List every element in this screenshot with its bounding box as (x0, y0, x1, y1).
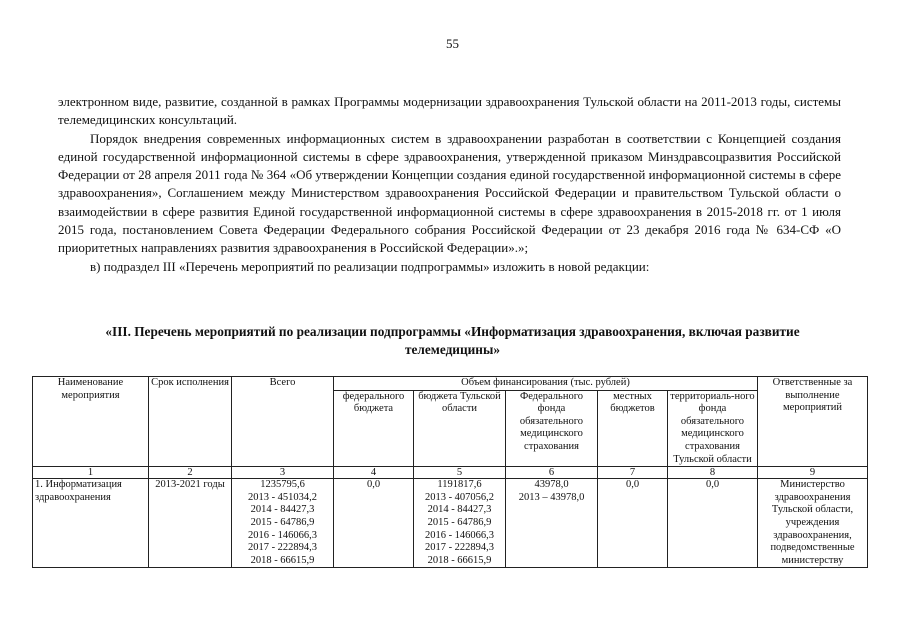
cell-fund (506, 479, 598, 568)
total-line: 1235795,6 (260, 479, 305, 491)
cell-local: 0,0 (598, 479, 668, 568)
regional-line: 2018 - 66615,9 (427, 554, 492, 566)
cell-federal: 0,0 (334, 479, 414, 568)
header-responsible: Ответственные за выполнение мероприятий (758, 377, 868, 467)
column-number: 6 (506, 467, 598, 479)
column-number-row (33, 467, 868, 479)
table-row (33, 479, 868, 568)
section-title: «III. Перечень мероприятий по реализации подпрограммы «Информатизация здравоохранения, включая развитие телемедицины» (105, 324, 800, 357)
total-line: 2016 - 146066,3 (247, 529, 318, 541)
cell-total (232, 479, 334, 568)
column-number: 2 (149, 467, 232, 479)
measures-table (32, 376, 868, 568)
cell-name: 1. Информатизация здравоохранения (33, 479, 149, 568)
paragraph: электронном виде, развитие, созданной в рамках Программы модернизации здравоохранения Тульской области на 2011-2013 годы, системы телемедицинских консультаций. (58, 94, 841, 128)
total-line: 2014 - 84427,3 (250, 504, 315, 516)
fund-line: 43978,0 (534, 479, 569, 491)
column-number: 8 (668, 467, 758, 479)
column-number: 5 (414, 467, 506, 479)
cell-term: 2013-2021 годы (149, 479, 232, 568)
header-name: Наименование мероприятия (33, 377, 149, 467)
header-fund: Федерального фонда обязательного медицинского страхования (506, 390, 598, 467)
paragraph: Порядок внедрения современных информационных систем в здравоохранении разработан в соответствии с Концепцией создания единой государственной информационной системы в сфере здравоохранения, утвержденной приказом Минздравсоцразвития Российской Федерации от 28 апреля 2011 года № 364 «Об утверждении Концепции создания единой государственной информационной системы в сфере здравоохранения», Соглашением между Министерством здравоохранения Российской Федерации и правительством Тульской области о взаимодействии в сфере развития Единой государственной информационной системы в сфере здравоохранения в 2015-2018 гг. от 1 июля 2015 года, постановлением Совета Федерации Федерального собрания Российской Федерации от 23 декабря 2016 года № 634-СФ «О приоритетных направлениях развития здравоохранения в Российской Федерации».»; (58, 130, 841, 256)
column-number: 1 (33, 467, 149, 479)
cell-responsible: Министерство здравоохранения Тульской области, учреждения здравоохранения, подведомственные министерству (758, 479, 868, 568)
column-number: 3 (232, 467, 334, 479)
regional-line: 2016 - 146066,3 (424, 529, 495, 541)
cell-regional (414, 479, 506, 568)
page-number: 55 (446, 36, 459, 51)
header-term: Срок исполнения (149, 377, 232, 467)
total-line: 2013 - 451034,2 (247, 491, 318, 503)
column-number: 9 (758, 467, 868, 479)
column-number: 4 (334, 467, 414, 479)
header-total: Всего (232, 377, 334, 467)
regional-line: 2015 - 64786,9 (427, 516, 492, 528)
header-federal: федерального бюджета (334, 390, 414, 467)
header-local: местных бюджетов (598, 390, 668, 467)
body-text (58, 93, 841, 276)
regional-line: 2013 - 407056,2 (424, 491, 495, 503)
regional-line: 1191817,6 (437, 479, 482, 491)
header-financing: Объем финансирования (тыс. рублей) (334, 377, 758, 391)
paragraph: в) подраздел III «Перечень мероприятий по реализации подпрограммы» изложить в новой редакции: (90, 258, 650, 274)
column-number: 7 (598, 467, 668, 479)
total-line: 2018 - 66615,9 (250, 554, 315, 566)
total-line: 2017 - 222894,3 (247, 542, 318, 554)
header-regional: бюджета Тульской области (414, 390, 506, 467)
fund-line: 2013 – 43978,0 (518, 491, 585, 503)
regional-line: 2014 - 84427,3 (427, 504, 492, 516)
cell-territorial: 0,0 (668, 479, 758, 568)
regional-line: 2017 - 222894,3 (424, 542, 495, 554)
header-territorial: территориаль-ного фонда обязательного медицинского страхования Тульской области (668, 390, 758, 467)
total-line: 2015 - 64786,9 (250, 516, 315, 528)
table-header-row (33, 377, 868, 391)
